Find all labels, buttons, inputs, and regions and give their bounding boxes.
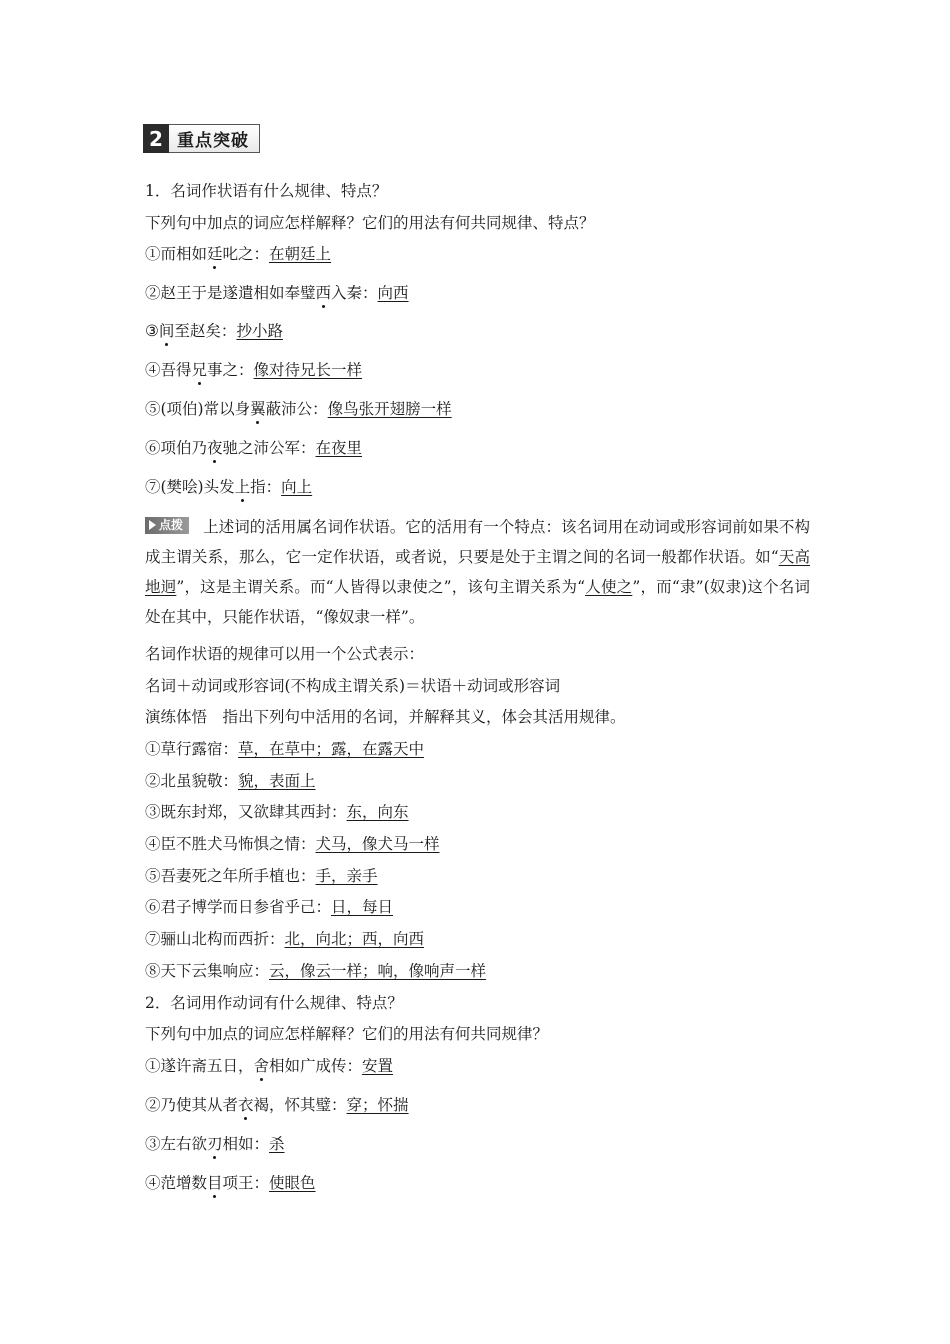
q2-item: ②乃使其从者衣褐，怀其璧：穿；怀揣 (145, 1096, 409, 1114)
dotted-word: 舍 (253, 1057, 270, 1075)
q1-item: ①而相如廷叱之：在朝廷上 (145, 245, 332, 263)
q1-item: ⑤(项伯)常以身翼蔽沛公：像鸟张开翅膀一样 (145, 400, 452, 418)
answer: 向上 (281, 478, 313, 496)
answer: 杀 (269, 1135, 285, 1153)
section-title: 重点突破 (169, 124, 260, 153)
practice-title: 演练体悟 指出下列句中活用的名词，并解释其义，体会其活用规律。 (145, 708, 626, 726)
practice-item: ⑧天下云集响应：云，像云一样；响，像响声一样 (145, 962, 487, 980)
q1-item: ③间至赵矣：抄小路 (145, 322, 283, 340)
rule-formula: 名词＋动词或形容词(不构成主谓关系)＝状语＋动词或形容词 (145, 677, 561, 695)
answer: 穿；怀揣 (346, 1096, 409, 1114)
practice-item: ③既东封郑，又欲肆其西封：东，向东 (145, 803, 409, 821)
q2-item: ③左右欲刃相如：杀 (145, 1135, 285, 1153)
q2-item: ①遂许斋五日，舍相如广成传：安置 (145, 1057, 394, 1075)
arrow-icon (149, 520, 156, 530)
dotted-word: 廷 (207, 245, 223, 263)
answer: 在朝廷上 (269, 245, 332, 263)
q2-item: ④范增数目项王：使眼色 (145, 1174, 316, 1192)
dotted-word: 间 (158, 322, 175, 340)
q1-prompt: 下列句中加点的词应怎样解释？它们的用法有何共同规律、特点？ (145, 214, 595, 232)
dotted-word: 目 (207, 1174, 223, 1192)
practice-item: ②北虽貌敬：貌，表面上 (145, 772, 316, 790)
rule-intro: 名词作状语的规律可以用一个公式表示： (145, 645, 425, 663)
practice-item: ①草行露宿：草，在草中；露，在露天中 (145, 740, 425, 758)
q1-item: ⑥项伯乃夜驰之沛公军：在夜里 (145, 439, 363, 457)
dotted-word: 夜 (207, 439, 223, 457)
answer: 使眼色 (269, 1174, 316, 1192)
section-number: 2 (143, 124, 169, 153)
q1-item: ②赵王于是遂遣相如奉璧西入秦：向西 (145, 284, 409, 302)
q2-title: 2．名词用作动词有什么规律、特点？ (145, 994, 403, 1012)
practice-item: ⑥君子博学而日参省乎己：日，每日 (145, 898, 394, 916)
dotted-word: 翼 (250, 400, 266, 418)
answer: 安置 (362, 1057, 394, 1075)
dianbo-paragraph: 点拨 上述词的活用属名词作状语。它的活用有一个特点：该名词用在动词或形容词前如果不构成主谓关系，那么，它一定作状语，或者说，只要是处于主谓之间的名词一般都作状语。如“天高地迥”，这是主谓关系。而“人皆得以隶使之”，该句主谓关系为“人使之”，而“隶”(奴隶)这个名词处在其中，只能作状语，“像奴隶一样”。 (145, 518, 810, 626)
answer: 在夜里 (315, 439, 363, 457)
practice-item: ⑦骊山北构而西折：北，向北；西，向西 (145, 930, 425, 948)
dotted-word: 刃 (207, 1135, 223, 1153)
q2-prompt: 下列句中加点的词应怎样解释？它们的用法有何共同规律？ (145, 1025, 549, 1043)
q1-item: ⑦(樊哙)头发上指：向上 (145, 478, 313, 496)
answer: 向西 (377, 284, 409, 302)
dianbo-badge: 点拨 (145, 517, 189, 534)
answer: 像鸟张开翅膀一样 (327, 400, 452, 418)
q1-title: 1．名词作状语有什么规律、特点？ (145, 182, 388, 200)
practice-item: ⑤吾妻死之年所手植也：手，亲手 (145, 867, 378, 885)
dotted-word: 上 (234, 478, 251, 496)
dotted-word: 西 (315, 284, 332, 302)
dotted-word: 衣 (238, 1096, 254, 1114)
answer: 抄小路 (236, 322, 283, 340)
answer: 像对待兄长一样 (253, 361, 363, 379)
q1-item: ④吾得兄事之：像对待兄长一样 (145, 361, 363, 379)
practice-item: ④臣不胜犬马怖惧之情：犬马，像犬马一样 (145, 835, 440, 853)
section-header (143, 124, 260, 153)
dotted-word: 兄 (191, 361, 208, 379)
